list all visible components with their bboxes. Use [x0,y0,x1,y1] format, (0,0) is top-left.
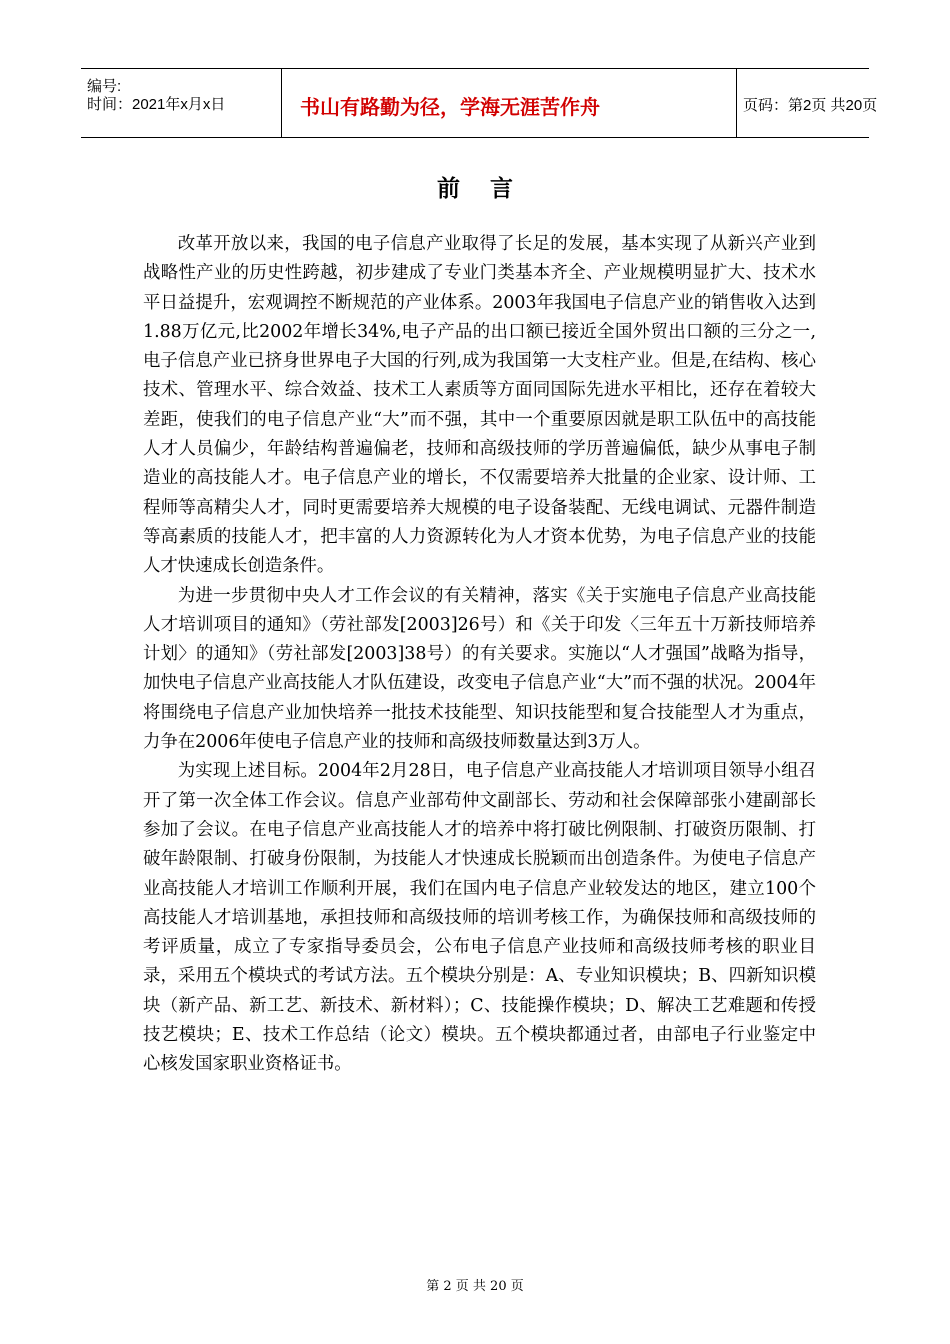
page-footer: 第 2 页 共 20 页 [426,1279,524,1294]
paragraph: 为进一步贯彻中央人才工作会议的有关精神，落实《关于实施电子信息产业高技能人才培训项目的通知》（劳社部发[2003]26号）和《关于印发〈三年五十万新技师培养计划〉的通知》（劳社部发[2003]38号）的有关要求。实施以“人才强国”战略为指导，加快电子信息产业高技能人才队伍建设，改变电子信息产业“大”而不强的状况。2004年将围绕电子信息产业加快培养一批技术技能型、知识技能型和复合技能型人才为重点，力争在2006年使电子信息产业的技师和高级技师数量达到3万人。 [143,585,816,753]
header-meta-cell [81,69,282,137]
document-date: 时间：2021年x月x日 [87,96,226,113]
document-body [143,230,816,1080]
header-page-cell [737,69,878,137]
header-motto: 书山有路勤为径，学海无涯苦作舟 [300,95,600,119]
document-number-label: 编号: [87,78,122,95]
page-title: 前言 [437,176,543,202]
paragraph: 为实现上述目标。2004年2月28日，电子信息产业高技能人才培训项目领导小组召开了第一次全体工作会议。信息产业部苟仲文副部长、劳动和社会保障部张小建副部长参加了会议。在电子信息产业高技能人才的培养中将打破比例限制、打破资历限制、打破年龄限制、打破身份限制，为技能人才快速成长脱颖而出创造条件。为使电子信息产业高技能人才培训工作顺利开展，我们在国内电子信息产业较发达的地区，建立100个高技能人才培训基地，承担技师和高级技师的培训考核工作，为确保技师和高级技师的考评质量，成立了专家指导委员会，公布电子信息产业技师和高级技师考核的职业目录，采用五个模块式的考试方法。五个模块分别是：A、专业知识模块；B、四新知识模块（新产品、新工艺、新技术、新材料）；C、技能操作模块；D、解决工艺难题和传授技艺模块；E、技术工作总结（论文）模块。五个模块都通过者，由部电子行业鉴定中心核发国家职业资格证书。 [143,761,816,1075]
page-header [81,68,878,138]
header-page-info: 页码：第2页 共20页 [743,97,878,114]
header-motto-cell [282,69,737,137]
paragraph: 改革开放以来，我国的电子信息产业取得了长足的发展，基本实现了从新兴产业到战略性产业的历史性跨越，初步建成了专业门类基本齐全、产业规模明显扩大、技术水平日益提升，宏观调控不断规范的产业体系。2003年我国电子信息产业的销售收入达到1.88万亿元,比2002年增长34%,电子产品的出口额已接近全国外贸出口额的三分之一,电子信息产业已挤身世界电子大国的行列,成为我国第一大支柱产业。但是,在结构、核心技术、管理水平、综合效益、技术工人素质等方面同国际先进水平相比，还存在着较大差距，使我们的电子信息产业“大”而不强，其中一个重要原因就是职工队伍中的高技能人才人员偏少，年龄结构普遍偏老，技师和高级技师的学历普遍偏低，缺少从事电子制造业的高技能人才。电子信息产业的增长，不仅需要培养大批量的企业家、设计师、工程师等高精尖人才，同时更需要培养大规模的电子设备装配、无线电调试、元器件制造等高素质的技能人才，把丰富的人力资源转化为人才资本优势，为电子信息产业的技能人才快速成长创造条件。 [143,234,816,577]
